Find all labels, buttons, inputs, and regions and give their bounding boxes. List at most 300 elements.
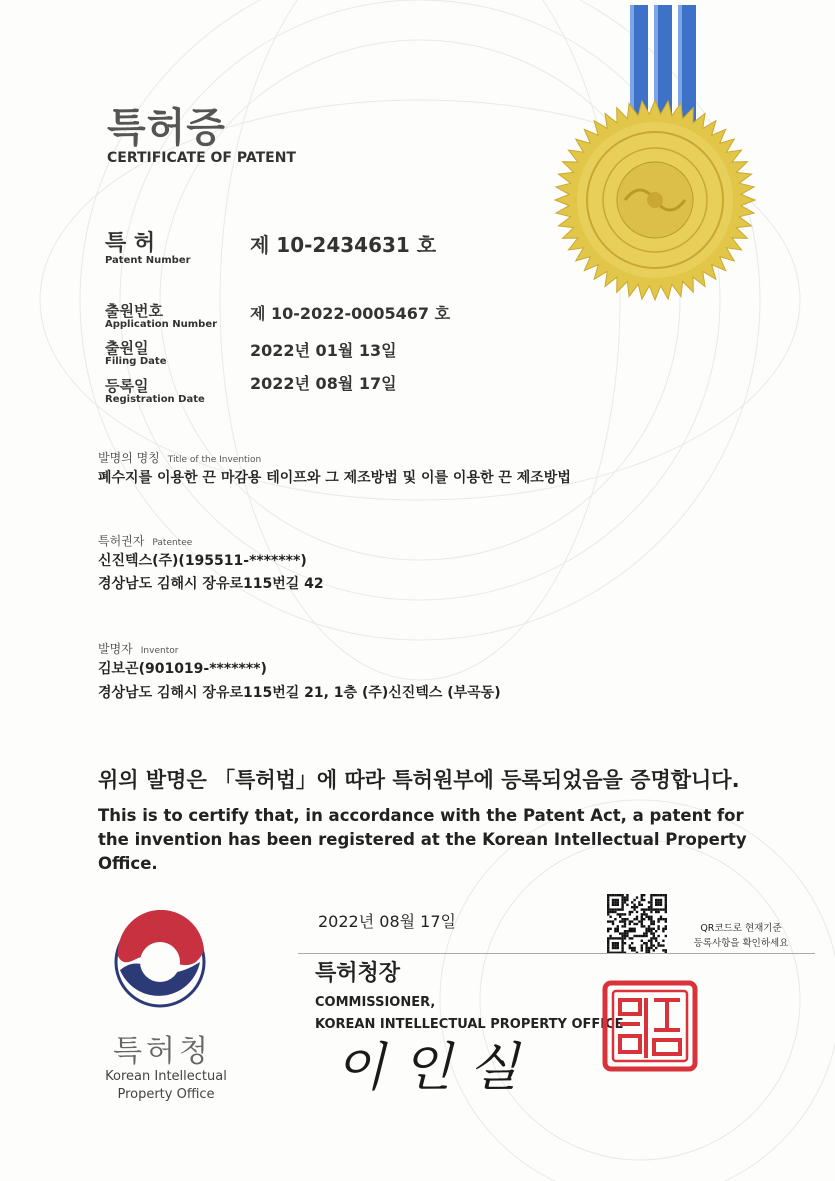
qr-module xyxy=(638,904,640,906)
certificate-title-ko: 특허증 xyxy=(107,105,226,151)
qr-module xyxy=(662,894,664,896)
qr-module xyxy=(636,935,638,937)
qr-module xyxy=(650,906,652,908)
application-number-value: 제 10-2022-0005467 호 xyxy=(250,304,451,323)
qr-module xyxy=(614,908,616,910)
kipo-name-en-line1: Korean Intellectual xyxy=(105,1069,227,1084)
qr-module xyxy=(641,935,643,937)
qr-module xyxy=(624,901,626,903)
qr-module xyxy=(621,920,623,922)
qr-module xyxy=(648,918,650,920)
qr-module xyxy=(626,896,628,898)
qr-module xyxy=(609,908,611,910)
qr-module xyxy=(648,949,650,951)
commissioner-title-en-line2: KOREAN INTELLECTUAL PROPERTY OFFICE xyxy=(315,1017,624,1032)
qr-module xyxy=(631,920,633,922)
qr-module xyxy=(607,908,609,910)
qr-module xyxy=(633,930,635,932)
qr-module xyxy=(638,901,640,903)
qr-module xyxy=(653,932,655,934)
qr-module xyxy=(641,916,643,918)
qr-module xyxy=(612,911,614,913)
qr-module xyxy=(655,937,657,939)
qr-module xyxy=(621,940,623,942)
inventor-label-ko: 발명자 xyxy=(98,642,133,656)
issue-date: 2022년 08월 17일 xyxy=(318,912,456,931)
signature-icon xyxy=(325,1030,585,1100)
qr-module xyxy=(655,899,657,901)
qr-module xyxy=(650,923,652,925)
qr-module xyxy=(633,899,635,901)
qr-module xyxy=(641,949,643,951)
qr-module xyxy=(621,944,623,946)
qr-module xyxy=(614,944,616,946)
qr-note-line1: QR코드로 현재기준 xyxy=(700,923,782,934)
qr-module xyxy=(660,894,662,896)
qr-module xyxy=(633,947,635,949)
qr-module xyxy=(621,896,623,898)
qr-module xyxy=(662,918,664,920)
qr-module xyxy=(631,942,633,944)
qr-module xyxy=(653,923,655,925)
qr-module xyxy=(612,947,614,949)
qr-module xyxy=(641,918,643,920)
qr-module xyxy=(650,944,652,946)
qr-module xyxy=(645,916,647,918)
qr-module xyxy=(614,911,616,913)
qr-module xyxy=(653,935,655,937)
qr-module xyxy=(633,904,635,906)
qr-module xyxy=(607,920,609,922)
qr-module xyxy=(643,925,645,927)
qr-module xyxy=(648,928,650,930)
qr-module xyxy=(624,920,626,922)
invention-section-label xyxy=(98,447,261,466)
qr-module xyxy=(645,942,647,944)
certification-text-ko: 위의 발명은 「특허법」에 따라 특허원부에 등록되었음을 증명합니다. xyxy=(98,768,740,792)
qr-module xyxy=(657,908,659,910)
qr-module xyxy=(633,908,635,910)
qr-module xyxy=(619,937,621,939)
application-label-ko: 출원번호 xyxy=(105,302,163,320)
qr-module xyxy=(641,896,643,898)
qr-module xyxy=(650,942,652,944)
qr-module xyxy=(607,930,609,932)
qr-module xyxy=(665,928,667,930)
qr-module xyxy=(626,899,628,901)
qr-module xyxy=(633,949,635,951)
qr-module xyxy=(643,942,645,944)
qr-module xyxy=(655,940,657,942)
qr-module xyxy=(648,940,650,942)
qr-module xyxy=(657,899,659,901)
qr-module xyxy=(607,913,609,915)
patentee-address: 경상남도 김해시 장유로115번길 42 xyxy=(98,576,324,592)
qr-module xyxy=(617,930,619,932)
qr-module xyxy=(614,901,616,903)
qr-module xyxy=(624,935,626,937)
patent-number-value: 제 10-2434631 호 xyxy=(250,233,437,257)
qr-module xyxy=(662,928,664,930)
qr-module xyxy=(648,925,650,927)
qr-module xyxy=(636,923,638,925)
qr-module xyxy=(641,894,643,896)
qr-module xyxy=(624,899,626,901)
official-red-stamp-icon xyxy=(602,980,698,1072)
inventor-section-label xyxy=(98,638,178,657)
qr-module xyxy=(650,911,652,913)
qr-module xyxy=(650,940,652,942)
qr-module xyxy=(633,928,635,930)
qr-module xyxy=(665,894,667,896)
qr-module xyxy=(621,913,623,915)
qr-module xyxy=(650,947,652,949)
qr-module xyxy=(662,944,664,946)
qr-module xyxy=(641,904,643,906)
qr-module xyxy=(607,896,609,898)
qr-module xyxy=(617,944,619,946)
qr-module xyxy=(609,911,611,913)
qr-module xyxy=(629,928,631,930)
qr-module xyxy=(650,937,652,939)
qr-module xyxy=(655,947,657,949)
qr-module xyxy=(617,899,619,901)
qr-module xyxy=(624,942,626,944)
qr-module xyxy=(636,906,638,908)
inventor-label-en: Inventor xyxy=(140,646,179,656)
qr-module xyxy=(641,920,643,922)
qr-module xyxy=(633,923,635,925)
qr-module xyxy=(645,944,647,946)
qr-module xyxy=(653,928,655,930)
qr-module xyxy=(662,949,664,951)
qr-module xyxy=(624,925,626,927)
qr-module xyxy=(614,947,616,949)
qr-module xyxy=(617,901,619,903)
commissioner-title-ko: 특허청장 xyxy=(315,961,401,986)
qr-module xyxy=(641,940,643,942)
qr-module xyxy=(621,949,623,951)
inventor-name: 김보곤(901019-*******) xyxy=(98,661,267,677)
qr-module xyxy=(665,935,667,937)
qr-module xyxy=(621,894,623,896)
qr-module xyxy=(653,937,655,939)
qr-module xyxy=(645,913,647,915)
qr-module xyxy=(609,894,611,896)
qr-module xyxy=(607,901,609,903)
registration-label-en: Registration Date xyxy=(105,394,205,405)
qr-module xyxy=(650,908,652,910)
patentee-label-ko: 특허권자 xyxy=(98,534,145,548)
invention-label-en: Title of the Invention xyxy=(167,455,262,465)
qr-module xyxy=(660,901,662,903)
qr-module xyxy=(645,928,647,930)
qr-module xyxy=(631,911,633,913)
qr-module xyxy=(621,947,623,949)
qr-module xyxy=(629,944,631,946)
qr-module xyxy=(645,932,647,934)
qr-module xyxy=(612,904,614,906)
qr-module xyxy=(641,944,643,946)
qr-module xyxy=(655,901,657,903)
filing-label-ko: 출원일 xyxy=(105,339,149,357)
qr-module xyxy=(636,918,638,920)
qr-module xyxy=(617,894,619,896)
qr-module xyxy=(619,894,621,896)
qr-module xyxy=(631,928,633,930)
qr-module xyxy=(641,908,643,910)
qr-module xyxy=(650,916,652,918)
qr-module xyxy=(643,935,645,937)
qr-code-icon[interactable] xyxy=(606,893,668,955)
qr-module xyxy=(621,918,623,920)
qr-module xyxy=(657,918,659,920)
qr-module xyxy=(619,913,621,915)
qr-module xyxy=(614,942,616,944)
qr-module xyxy=(609,937,611,939)
qr-module xyxy=(607,940,609,942)
qr-module xyxy=(612,908,614,910)
qr-module xyxy=(629,937,631,939)
qr-module xyxy=(665,904,667,906)
qr-module xyxy=(619,916,621,918)
patentee-section-label xyxy=(98,530,192,549)
qr-module xyxy=(653,894,655,896)
qr-module xyxy=(648,908,650,910)
qr-module xyxy=(629,920,631,922)
qr-module xyxy=(621,906,623,908)
divider-line xyxy=(298,953,815,954)
qr-module xyxy=(648,930,650,932)
patentee-name: 신진텍스(주)(195511-*******) xyxy=(98,553,307,569)
qr-module xyxy=(607,937,609,939)
qr-module xyxy=(657,901,659,903)
qr-module xyxy=(607,944,609,946)
qr-module xyxy=(626,930,628,932)
qr-module xyxy=(612,899,614,901)
qr-module xyxy=(617,904,619,906)
kipo-name-en-line2: Property Office xyxy=(117,1087,215,1102)
qr-module xyxy=(655,904,657,906)
qr-module xyxy=(653,944,655,946)
invention-label-ko: 발명의 명칭 xyxy=(98,451,160,465)
qr-module xyxy=(665,908,667,910)
qr-module xyxy=(617,942,619,944)
qr-module xyxy=(657,925,659,927)
gold-seal-icon xyxy=(555,100,755,300)
qr-module xyxy=(641,925,643,927)
qr-module xyxy=(643,894,645,896)
qr-module xyxy=(655,930,657,932)
qr-module xyxy=(660,904,662,906)
qr-module xyxy=(624,918,626,920)
qr-module xyxy=(648,947,650,949)
qr-module xyxy=(662,908,664,910)
qr-module xyxy=(650,932,652,934)
qr-module xyxy=(612,901,614,903)
qr-module xyxy=(614,899,616,901)
qr-module xyxy=(650,930,652,932)
qr-module xyxy=(643,899,645,901)
qr-module xyxy=(624,932,626,934)
commissioner-title-en-line1: COMMISSIONER, xyxy=(315,995,436,1010)
registration-label-ko: 등록일 xyxy=(105,377,149,395)
filing-label-en: Filing Date xyxy=(105,356,167,367)
qr-module xyxy=(650,896,652,898)
qr-module xyxy=(650,894,652,896)
qr-module xyxy=(607,911,609,913)
qr-module xyxy=(624,913,626,915)
qr-module xyxy=(629,913,631,915)
qr-module xyxy=(612,923,614,925)
qr-module xyxy=(621,901,623,903)
qr-module xyxy=(665,911,667,913)
qr-module xyxy=(612,942,614,944)
qr-module xyxy=(617,928,619,930)
qr-module xyxy=(607,942,609,944)
qr-module xyxy=(621,925,623,927)
qr-module xyxy=(648,906,650,908)
qr-module xyxy=(626,935,628,937)
qr-module xyxy=(621,904,623,906)
qr-module xyxy=(617,937,619,939)
qr-module xyxy=(626,918,628,920)
invention-title: 폐수지를 이용한 끈 마감용 테이프와 그 제조방법 및 이를 이용한 끈 제조방법 xyxy=(98,470,571,486)
qr-module xyxy=(653,920,655,922)
qr-module xyxy=(631,906,633,908)
qr-module xyxy=(619,908,621,910)
qr-note-line2: 등록사항을 확인하세요 xyxy=(693,938,789,949)
qr-module xyxy=(657,935,659,937)
qr-module xyxy=(626,904,628,906)
qr-module xyxy=(614,930,616,932)
qr-module xyxy=(631,949,633,951)
qr-module xyxy=(655,911,657,913)
qr-module xyxy=(607,947,609,949)
qr-module xyxy=(660,918,662,920)
qr-module xyxy=(626,932,628,934)
qr-module xyxy=(653,908,655,910)
qr-module xyxy=(609,920,611,922)
qr-module xyxy=(609,916,611,918)
qr-module xyxy=(629,930,631,932)
qr-module xyxy=(619,920,621,922)
qr-module xyxy=(648,901,650,903)
qr-module xyxy=(657,944,659,946)
qr-module xyxy=(617,947,619,949)
qr-module xyxy=(619,932,621,934)
qr-module xyxy=(643,913,645,915)
qr-module xyxy=(657,911,659,913)
kipo-name-ko: 특허청 xyxy=(113,1034,212,1069)
patent-label-ko: 특 허 xyxy=(105,231,156,256)
qr-module xyxy=(621,932,623,934)
kipo-name-en xyxy=(86,1068,246,1104)
qr-module xyxy=(643,911,645,913)
qr-module xyxy=(614,928,616,930)
gold-seal-with-ribbon xyxy=(550,0,765,305)
qr-module xyxy=(621,937,623,939)
qr-module xyxy=(633,935,635,937)
qr-module xyxy=(629,923,631,925)
certification-text-en: This is to certify that, in accordance with the Patent Act, a patent for the invention has been registered at the Korean Intellectual Property Office. xyxy=(98,806,747,873)
qr-module xyxy=(657,920,659,922)
qr-module xyxy=(631,901,633,903)
qr-module xyxy=(629,911,631,913)
qr-module xyxy=(643,932,645,934)
signature-text: 이 인 실 xyxy=(335,1038,519,1098)
qr-module xyxy=(636,916,638,918)
qr-module xyxy=(612,920,614,922)
qr-module xyxy=(626,894,628,896)
qr-module xyxy=(638,935,640,937)
qr-module xyxy=(607,928,609,930)
qr-module xyxy=(636,911,638,913)
qr-module xyxy=(662,940,664,942)
qr-module xyxy=(607,949,609,951)
qr-module xyxy=(655,908,657,910)
qr-module xyxy=(614,918,616,920)
qr-module xyxy=(655,894,657,896)
qr-module xyxy=(617,913,619,915)
qr-module xyxy=(624,930,626,932)
qr-module xyxy=(665,949,667,951)
qr-module xyxy=(665,896,667,898)
qr-module xyxy=(645,930,647,932)
qr-module xyxy=(650,928,652,930)
kipo-logo-icon xyxy=(108,910,212,1010)
qr-module xyxy=(650,920,652,922)
qr-module xyxy=(633,906,635,908)
qr-module xyxy=(665,901,667,903)
qr-module xyxy=(641,913,643,915)
qr-module xyxy=(665,920,667,922)
qr-module xyxy=(643,918,645,920)
qr-module xyxy=(621,935,623,937)
qr-module xyxy=(624,896,626,898)
qr-module xyxy=(665,906,667,908)
qr-module xyxy=(609,928,611,930)
application-label-en: Application Number xyxy=(105,319,218,330)
qr-module xyxy=(660,944,662,946)
registration-date-value: 2022년 08월 17일 xyxy=(250,374,397,393)
qr-module xyxy=(624,923,626,925)
qr-module xyxy=(660,908,662,910)
qr-module xyxy=(638,920,640,922)
qr-module xyxy=(665,899,667,901)
qr-module xyxy=(645,947,647,949)
qr-module xyxy=(631,937,633,939)
qr-module xyxy=(653,949,655,951)
qr-module xyxy=(662,930,664,932)
patent-label-en: Patent Number xyxy=(105,255,191,266)
qr-module xyxy=(621,899,623,901)
qr-module xyxy=(657,904,659,906)
qr-module xyxy=(609,935,611,937)
qr-module xyxy=(631,930,633,932)
qr-module xyxy=(617,908,619,910)
qr-module xyxy=(648,916,650,918)
qr-module xyxy=(607,899,609,901)
qr-module xyxy=(665,925,667,927)
qr-module xyxy=(614,904,616,906)
qr-module xyxy=(657,928,659,930)
qr-module xyxy=(614,937,616,939)
qr-module xyxy=(636,896,638,898)
qr-module xyxy=(657,894,659,896)
qr-module xyxy=(612,937,614,939)
qr-module xyxy=(607,906,609,908)
